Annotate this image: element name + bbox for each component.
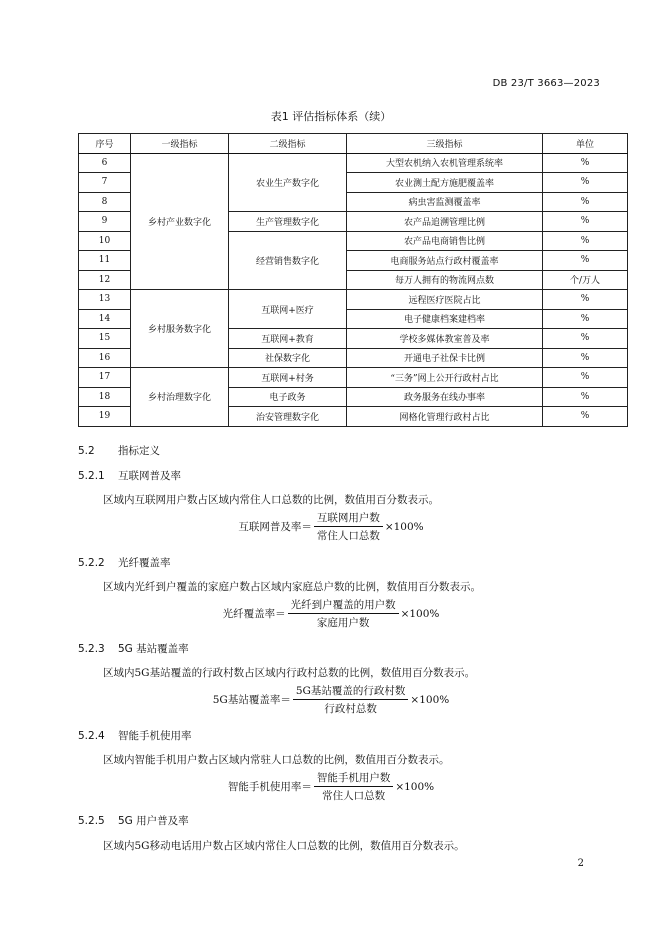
tertiary-indicator: 政务服务在线办事率 — [347, 387, 543, 407]
row-number: 14 — [79, 309, 131, 329]
row-number: 17 — [79, 368, 131, 388]
unit-cell: % — [543, 251, 628, 271]
tertiary-indicator: “三务”网上公开行政村占比 — [347, 368, 543, 388]
primary-indicator: 乡村服务数字化 — [131, 290, 229, 368]
unit-cell: % — [543, 309, 628, 329]
formula-multiplier: ×100% — [395, 780, 435, 793]
secondary-indicator: 治安管理数字化 — [229, 407, 347, 427]
section-heading-5-2-3 — [78, 641, 189, 656]
formula-denominator: 常住人口总数 — [322, 790, 386, 802]
secondary-indicator: 社保数字化 — [229, 348, 347, 368]
section-title: 光纤覆盖率 — [118, 557, 171, 569]
formula-lhs: 互联网普及率＝ — [238, 521, 312, 533]
secondary-indicator: 经营销售数字化 — [229, 231, 347, 290]
tertiary-indicator: 远程医疗医院占比 — [347, 290, 543, 310]
section-number: 5.2 — [78, 445, 95, 457]
section-number: 5.2.3 — [78, 643, 105, 655]
section-title: 智能手机使用率 — [118, 730, 192, 742]
unit-cell: % — [543, 231, 628, 251]
table-row — [79, 368, 628, 388]
formula-fraction — [314, 770, 394, 803]
page-number: 2 — [577, 858, 584, 869]
section-heading-5-2-4 — [78, 728, 192, 743]
unit-cell: % — [543, 212, 628, 232]
secondary-indicator: 电子政务 — [229, 387, 347, 407]
row-number: 12 — [79, 270, 131, 290]
section-number: 5.2.5 — [78, 815, 105, 827]
table-title: 表1 评估指标体系（续） — [270, 110, 392, 123]
definition-text: 区域内光纤到户覆盖的家庭户数占区域内家庭总户数的比例，数值用百分数表示。 — [103, 581, 481, 593]
unit-cell: % — [543, 407, 628, 427]
secondary-indicator: 互联网+医疗 — [229, 290, 347, 329]
formula-multiplier: ×100% — [400, 607, 440, 620]
unit-cell: 个/万人 — [543, 270, 628, 290]
tertiary-indicator: 网格化管理行政村占比 — [347, 407, 543, 427]
tertiary-indicator: 农产品追溯管理比例 — [347, 212, 543, 232]
tertiary-indicator: 农业测土配方施肥覆盖率 — [347, 173, 543, 193]
unit-cell: % — [543, 387, 628, 407]
primary-indicator: 乡村产业数字化 — [131, 153, 229, 290]
standard-code: DB 23/T 3663—2023 — [492, 78, 600, 89]
unit-cell: % — [543, 329, 628, 349]
row-number: 10 — [79, 231, 131, 251]
row-number: 15 — [79, 329, 131, 349]
formula-fraction — [288, 597, 399, 630]
section-heading-5-2-2 — [78, 555, 171, 570]
row-number: 19 — [79, 407, 131, 427]
secondary-indicator: 互联网+教育 — [229, 329, 347, 349]
formula-multiplier: ×100% — [384, 520, 424, 533]
tertiary-indicator: 电商服务站点行政村覆盖率 — [347, 251, 543, 271]
tertiary-indicator: 农产品电商销售比例 — [347, 231, 543, 251]
section-title: 5G 基站覆盖率 — [118, 643, 189, 655]
formula-lhs: 光纤覆盖率＝ — [222, 608, 286, 620]
unit-cell: % — [543, 192, 628, 212]
tertiary-indicator: 学校多媒体教室普及率 — [347, 329, 543, 349]
formula-5g-station-coverage — [0, 683, 662, 716]
formula-denominator: 行政村总数 — [324, 703, 377, 715]
table-row — [79, 290, 628, 310]
formula-lhs: 5G基站覆盖率＝ — [212, 694, 291, 706]
row-number: 13 — [79, 290, 131, 310]
tertiary-indicator: 电子健康档案建档率 — [347, 309, 543, 329]
secondary-indicator: 互联网+村务 — [229, 368, 347, 388]
section-number: 5.2.1 — [78, 470, 105, 482]
formula-numerator: 智能手机用户数 — [314, 770, 394, 787]
definition-text: 区域内智能手机用户数占区域内常驻人口总数的比例，数值用百分数表示。 — [103, 754, 450, 766]
table-row — [79, 153, 628, 173]
secondary-indicator: 生产管理数字化 — [229, 212, 347, 232]
formula-internet-penetration — [0, 510, 662, 543]
section-title: 5G 用户普及率 — [118, 815, 189, 827]
row-number: 9 — [79, 212, 131, 232]
formula-numerator: 5G基站覆盖的行政村数 — [293, 683, 409, 700]
row-number: 11 — [79, 251, 131, 271]
section-number: 5.2.4 — [78, 730, 105, 742]
formula-fraction — [314, 510, 383, 543]
tertiary-indicator: 病虫害监测覆盖率 — [347, 192, 543, 212]
tertiary-indicator: 大型农机纳入农机管理系统率 — [347, 153, 543, 173]
section-heading-5-2 — [78, 443, 160, 458]
row-number: 18 — [79, 387, 131, 407]
primary-indicator: 乡村治理数字化 — [131, 368, 229, 427]
unit-cell: % — [543, 348, 628, 368]
formula-numerator: 互联网用户数 — [314, 510, 383, 527]
secondary-indicator: 农业生产数字化 — [229, 153, 347, 212]
section-number: 5.2.2 — [78, 557, 105, 569]
unit-cell: % — [543, 153, 628, 173]
unit-cell: % — [543, 368, 628, 388]
indicator-table — [78, 133, 628, 427]
formula-denominator: 常住人口总数 — [316, 530, 380, 542]
formula-fiber-coverage — [0, 597, 662, 630]
definition-text: 区域内互联网用户数占区域内常住人口总数的比例，数值用百分数表示。 — [103, 494, 439, 506]
formula-multiplier: ×100% — [410, 693, 450, 706]
row-number: 7 — [79, 173, 131, 193]
definition-text: 区域内5G基站覆盖的行政村数占区域内行政村总数的比例，数值用百分数表示。 — [103, 667, 476, 679]
row-number: 8 — [79, 192, 131, 212]
tertiary-indicator: 每万人拥有的物流网点数 — [347, 270, 543, 290]
formula-lhs: 智能手机使用率＝ — [227, 781, 312, 793]
unit-cell: % — [543, 290, 628, 310]
row-number: 6 — [79, 153, 131, 173]
tertiary-indicator: 开通电子社保卡比例 — [347, 348, 543, 368]
column-header: 二级指标 — [229, 134, 347, 154]
row-number: 16 — [79, 348, 131, 368]
column-header: 单位 — [543, 134, 628, 154]
table-header-row — [79, 134, 628, 154]
column-header: 一级指标 — [131, 134, 229, 154]
column-header: 序号 — [79, 134, 131, 154]
section-title: 指标定义 — [118, 445, 160, 457]
column-header: 三级指标 — [347, 134, 543, 154]
formula-fraction — [293, 683, 409, 716]
formula-numerator: 光纤到户覆盖的用户数 — [288, 597, 399, 614]
formula-smartphone-usage — [0, 770, 662, 803]
section-title: 互联网普及率 — [118, 470, 181, 482]
formula-denominator: 家庭用户数 — [316, 617, 370, 629]
unit-cell: % — [543, 173, 628, 193]
definition-text: 区域内5G移动电话用户数占区域内常住人口总数的比例，数值用百分数表示。 — [103, 840, 465, 852]
section-heading-5-2-5 — [78, 813, 189, 828]
section-heading-5-2-1 — [78, 468, 181, 483]
